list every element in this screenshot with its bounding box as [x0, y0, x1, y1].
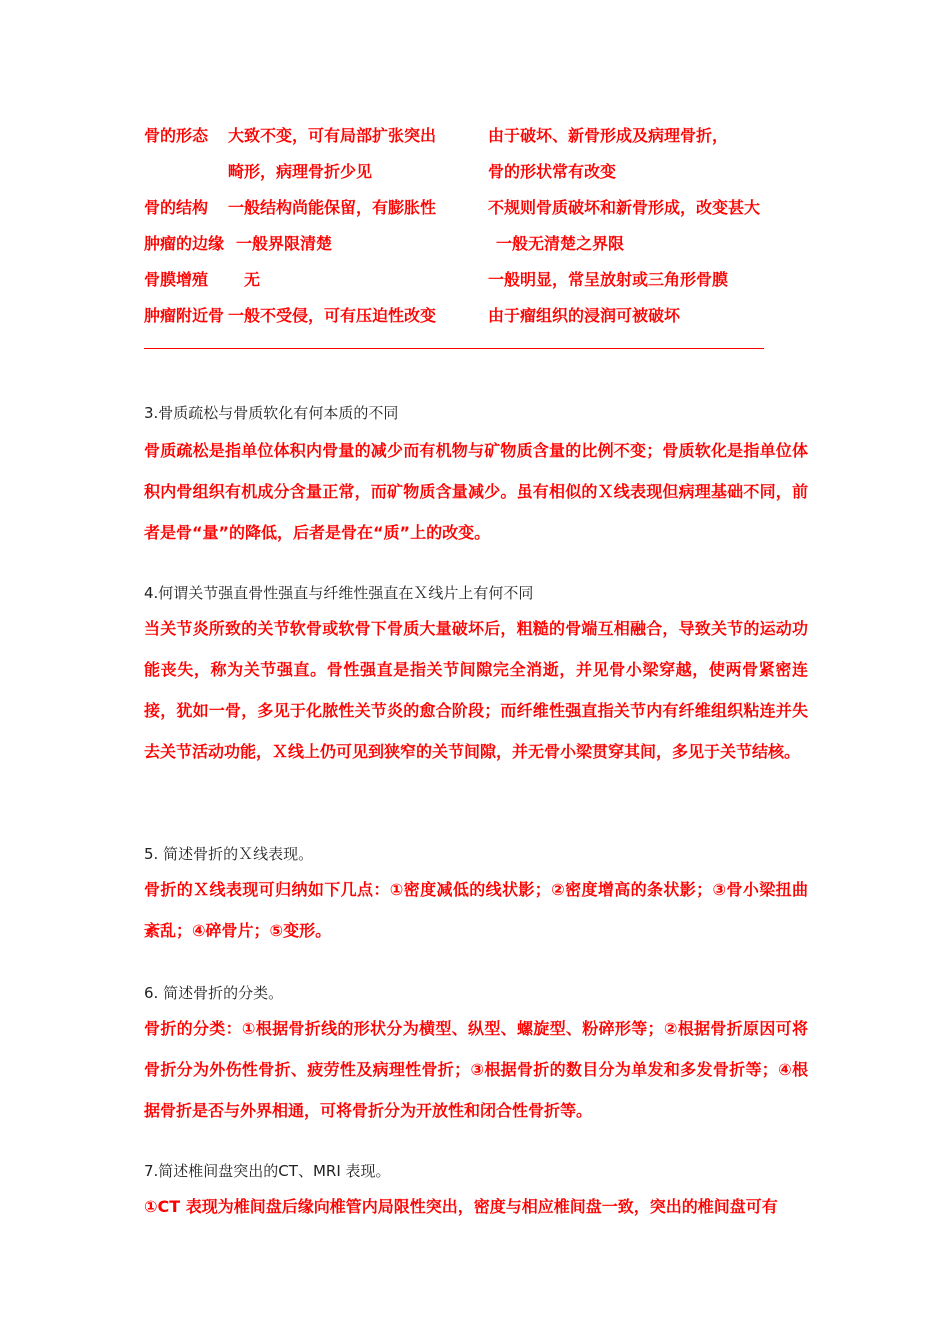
row-label: 骨的形态	[144, 126, 209, 145]
malignant-cell: 一般明显，常呈放射或三角形骨膜	[488, 270, 729, 289]
table-row	[0, 196, 950, 220]
row-label: 骨的结构	[144, 198, 209, 217]
malignant-cell: 由于瘤组织的浸润可被破坏	[488, 306, 681, 325]
table-row	[0, 232, 950, 256]
qa-section-4	[144, 582, 808, 772]
benign-cell: 一般界限清楚	[236, 234, 333, 253]
answer-text: 骨折的分类：①根据骨折线的形状分为横型、纵型、螺旋型、粉碎形等；②根据骨折原因可将骨折分为外伤性骨折、疲劳性及病理性骨折；③根据骨折的数目分为单发和多发骨折等；④根据骨折是否与外界相通，可将骨折分为开放性和闭合性骨折等。	[144, 1019, 808, 1120]
question-text: 3.骨质疏松与骨质软化有何本质的不同	[144, 404, 399, 422]
answer-text: ①CT 表现为椎间盘后缘向椎管内局限性突出，密度与相应椎间盘一致，突出的椎间盘可有	[144, 1197, 778, 1216]
answer-text: 当关节炎所致的关节软骨或软骨下骨质大量破坏后，粗糙的骨端互相融合，导致关节的运动功能丧失，称为关节强直。骨性强直是指关节间隙完全消逝，并见骨小梁穿越，使两骨紧密连接，犹如一骨，多见于化脓性关节炎的愈合阶段；而纤维性强直指关节内有纤维组织粘连并失去关节活动功能，Ｘ线上仍可见到狭窄的关节间隙，并无骨小梁贯穿其间，多见于关节结核。	[144, 619, 808, 761]
malignant-cell: 不规则骨质破坏和新骨形成，改变甚大	[488, 198, 761, 217]
malignant-cell: 由于破坏、新骨形成及病理骨折，	[488, 126, 729, 145]
qa-section-6	[144, 982, 808, 1131]
question-text: 6. 简述骨折的分类。	[144, 984, 284, 1002]
benign-cell: 畸形，病理骨折少见	[228, 162, 373, 181]
table-row	[0, 268, 950, 292]
qa-section-7	[144, 1160, 808, 1227]
question-text: 7.简述椎间盘突出的CT、MRI 表现。	[144, 1162, 391, 1180]
malignant-cell: 骨的形状常有改变	[488, 162, 617, 181]
malignant-cell: 一般无清楚之界限	[496, 234, 625, 253]
table-row	[0, 160, 950, 184]
table-bottom-rule	[144, 348, 764, 349]
row-label: 骨膜增殖	[144, 270, 209, 289]
qa-section-5	[144, 843, 808, 951]
answer-text: 骨质疏松是指单位体积内骨量的减少而有机物与矿物质含量的比例不变；骨质软化是指单位体积内骨组织有机成分含量正常，而矿物质含量减少。虽有相似的Ｘ线表现但病理基础不同，前者是骨“量”的降低，后者是骨在“质”上的改变。	[144, 441, 808, 542]
question-text: 4.何谓关节强直骨性强直与纤维性强直在Ｘ线片上有何不同	[144, 584, 534, 602]
benign-cell: 一般不受侵，可有压迫性改变	[228, 306, 437, 325]
benign-cell: 大致不变，可有局部扩张突出	[228, 126, 437, 145]
row-label: 肿瘤的边缘	[144, 234, 225, 253]
benign-cell: 无	[244, 270, 261, 289]
qa-section-3	[144, 402, 808, 553]
benign-cell: 一般结构尚能保留，有膨胀性	[228, 198, 437, 217]
answer-text: 骨折的Ｘ线表现可归纳如下几点：①密度减低的线状影；②密度增高的条状影；③骨小梁扭曲紊乱；④碎骨片；⑤变形。	[144, 880, 808, 940]
question-text: 5. 简述骨折的Ｘ线表现。	[144, 845, 314, 863]
row-label: 肿瘤附近骨	[144, 306, 225, 325]
table-row	[0, 304, 950, 328]
table-row	[0, 124, 950, 148]
